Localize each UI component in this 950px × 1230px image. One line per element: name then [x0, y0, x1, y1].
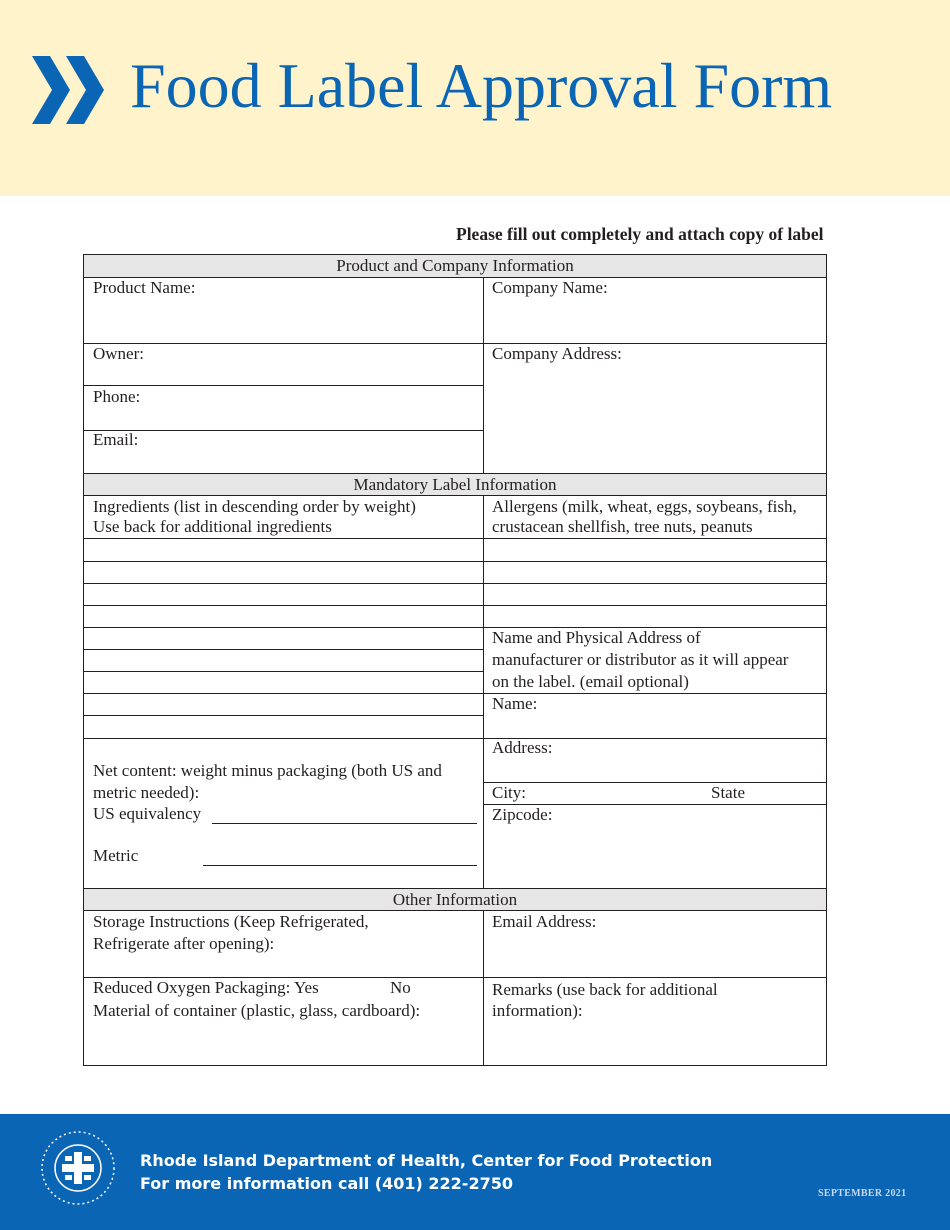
- page-title: Food Label Approval Form: [130, 50, 833, 121]
- manufacturer-name-label: Name:: [492, 694, 538, 713]
- storage-label-line2: Refrigerate after opening):: [93, 934, 275, 953]
- section-heading-other: Other Information: [84, 888, 826, 911]
- column-divider: [483, 277, 484, 473]
- manufacturer-address-label: Address:: [492, 738, 553, 757]
- remarks-label-line1: Remarks (use back for additional: [492, 980, 718, 999]
- remarks-label-line2: information):: [492, 1001, 583, 1020]
- ingredients-label-line2: Use back for additional ingredients: [93, 517, 332, 536]
- owner-label: Owner:: [93, 344, 144, 363]
- email-label: Email:: [93, 430, 139, 449]
- footer-department-text: Rhode Island Department of Health, Center for Food Protection: [140, 1151, 713, 1170]
- row-divider: [84, 385, 483, 386]
- net-content-label-line2: metric needed):: [93, 783, 200, 802]
- metric-field[interactable]: [203, 865, 477, 866]
- ingredient-line[interactable]: [84, 738, 483, 739]
- allergen-line[interactable]: [483, 583, 826, 584]
- company-address-label: Company Address:: [492, 344, 622, 363]
- city-label: City:: [492, 783, 527, 802]
- section-heading-mandatory: Mandatory Label Information: [84, 473, 826, 496]
- metric-label: Metric: [93, 846, 139, 865]
- column-divider: [483, 910, 484, 1066]
- zipcode-label: Zipcode:: [492, 805, 553, 824]
- reduced-oxygen-label: Reduced Oxygen Packaging: Yes: [93, 978, 319, 997]
- allergens-label-line1: Allergens (milk, wheat, eggs, soybeans, fish,: [492, 497, 797, 516]
- ingredient-line[interactable]: [84, 561, 483, 562]
- row-divider: [483, 782, 826, 783]
- ingredients-label-line1: Ingredients (list in descending order by weight): [93, 497, 416, 516]
- allergens-label-line2: crustacean shellfish, tree nuts, peanuts: [492, 517, 753, 536]
- allergen-line[interactable]: [483, 605, 826, 606]
- manufacturer-label-line1: Name and Physical Address of: [492, 628, 701, 647]
- row-divider: [84, 343, 826, 344]
- company-name-label: Company Name:: [492, 278, 608, 297]
- ingredient-line[interactable]: [84, 538, 483, 539]
- footer-date: SEPTEMBER 2021: [818, 1188, 907, 1199]
- ingredient-line[interactable]: [84, 627, 483, 628]
- phone-label: Phone:: [93, 387, 141, 406]
- ingredient-line[interactable]: [84, 715, 483, 716]
- double-chevron-right-icon: [32, 56, 106, 124]
- state-label: State: [711, 783, 745, 802]
- us-equivalency-field[interactable]: [212, 823, 477, 824]
- reduced-oxygen-no-option[interactable]: No: [390, 978, 411, 997]
- ingredient-line[interactable]: [84, 671, 483, 672]
- instructions-text: Please fill out completely and attach copy of label: [456, 224, 824, 244]
- us-equivalency-label: US equivalency: [93, 804, 202, 823]
- net-content-label-line1: Net content: weight minus packaging (both US and: [93, 761, 442, 780]
- allergen-line[interactable]: [483, 561, 826, 562]
- row-divider: [84, 430, 483, 431]
- ingredient-line[interactable]: [84, 693, 483, 694]
- manufacturer-label-line2: manufacturer or distributor as it will appear: [492, 650, 789, 669]
- storage-label-line1: Storage Instructions (Keep Refrigerated,: [93, 912, 369, 931]
- section-heading-product: Product and Company Information: [84, 255, 826, 278]
- material-label: Material of container (plastic, glass, cardboard):: [93, 1001, 421, 1020]
- product-name-label: Product Name:: [93, 278, 196, 297]
- ingredient-line[interactable]: [84, 649, 483, 650]
- approval-form-table: [83, 254, 827, 1066]
- ingredient-line[interactable]: [84, 605, 483, 606]
- email-address-label: Email Address:: [492, 912, 597, 931]
- allergen-line[interactable]: [483, 538, 826, 539]
- ingredient-line[interactable]: [84, 583, 483, 584]
- footer-phone-text: For more information call (401) 222-2750: [140, 1174, 513, 1193]
- column-divider: [483, 495, 484, 888]
- footer-banner: [0, 1114, 950, 1230]
- manufacturer-label-line3: on the label. (email optional): [492, 672, 689, 691]
- header-banner: [0, 0, 950, 196]
- ri-department-of-health-seal-icon: [40, 1130, 116, 1206]
